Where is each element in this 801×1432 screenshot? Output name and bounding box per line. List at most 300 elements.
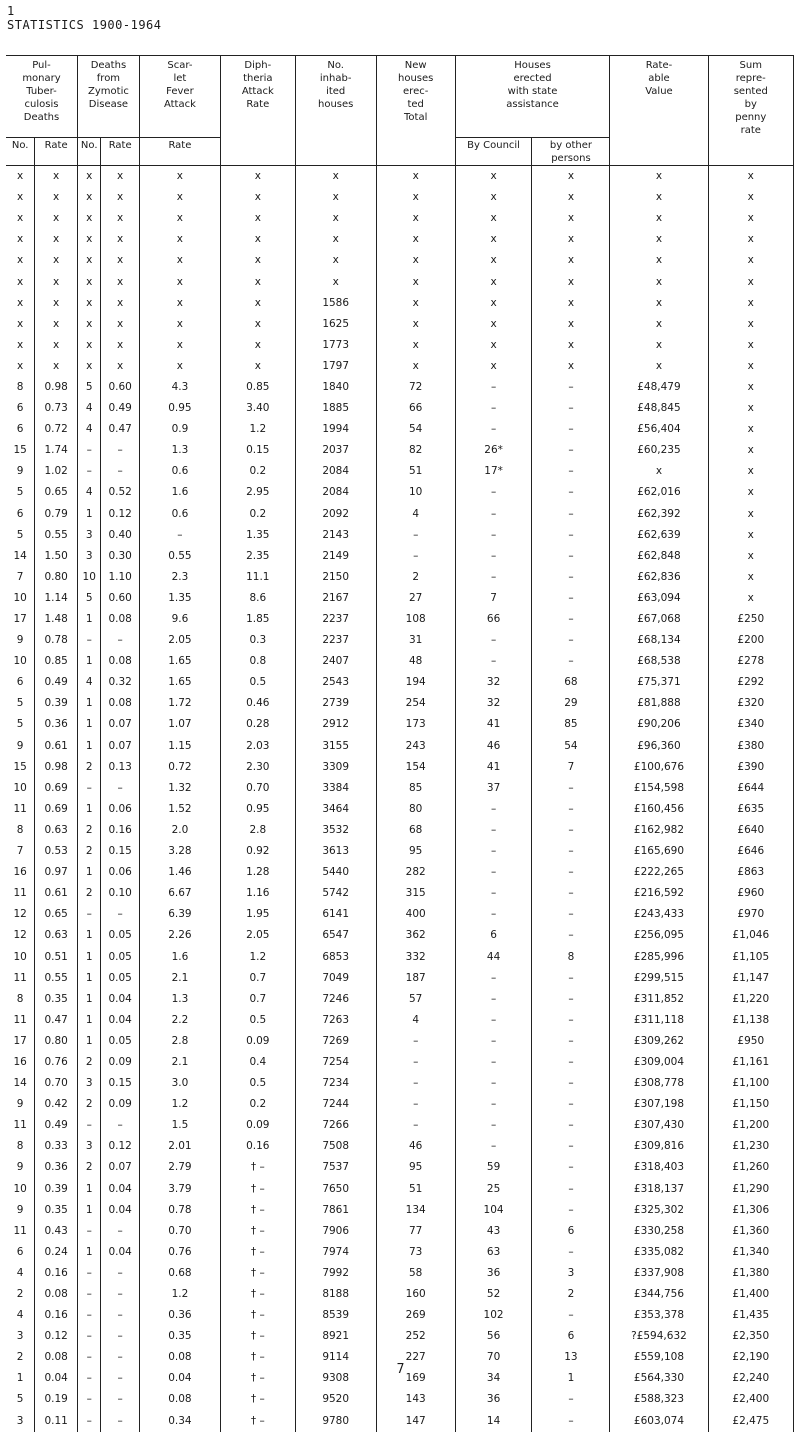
cell-by-council: x (455, 335, 532, 356)
cell-phthisis-rate: x (35, 335, 78, 356)
cell-inhabited-houses: 7234 (295, 1073, 376, 1094)
cell-scarlet-rate: 2.8 (139, 1031, 220, 1052)
cell-zymotic-rate: 0.15 (101, 841, 139, 862)
cell-new-houses: 134 (376, 1200, 455, 1221)
cell-scarlet-rate: 0.08 (139, 1347, 220, 1368)
cell-scarlet-rate: 0.34 (139, 1411, 220, 1432)
cell-by-council: 52 (455, 1284, 532, 1305)
cell-diphtheria-rate: † – (220, 1389, 295, 1410)
cell-scarlet-rate: 1.2 (139, 1094, 220, 1115)
cell-rateable-value: £48,845 (610, 398, 708, 419)
table-row (6, 335, 794, 356)
cell-phthisis-no: x (17, 338, 24, 351)
cell-by-council: 25 (455, 1179, 532, 1200)
cell-penny-rate: £340 (708, 714, 793, 735)
table-row (6, 1115, 794, 1136)
cell-inhabited-houses: 1625 (295, 314, 376, 335)
cell-phthisis-rate: 0.16 (35, 1305, 78, 1326)
cell-zymotic-no: 2 (77, 883, 100, 904)
cell-by-other: – (532, 1200, 610, 1221)
cell-scarlet-rate: 0.55 (139, 546, 220, 567)
cell-rateable-value: £160,456 (610, 799, 708, 820)
cell-diphtheria-rate: 2.35 (220, 546, 295, 567)
cell-zymotic-no: – (77, 1389, 100, 1410)
cell-new-houses: 194 (376, 672, 455, 693)
cell-inhabited-houses: 1840 (295, 377, 376, 398)
cell-scarlet-rate: 2.1 (139, 1052, 220, 1073)
header-by-council: By Council (455, 138, 532, 166)
cell-penny-rate: £635 (708, 799, 793, 820)
cell-inhabited-houses: 5440 (295, 862, 376, 883)
cell-zymotic-no: 2 (77, 757, 100, 778)
cell-new-houses: 46 (376, 1136, 455, 1157)
table-row (6, 377, 794, 398)
cell-rateable-value: £62,836 (610, 567, 708, 588)
cell-phthisis-no: 8 (16, 1140, 24, 1153)
table-row (6, 419, 794, 440)
cell-zymotic-rate: – (101, 1368, 139, 1389)
cell-phthisis-rate: 1.50 (35, 546, 78, 567)
cell-zymotic-rate: 0.06 (101, 862, 139, 883)
cell-penny-rate: x (708, 588, 793, 609)
cell-zymotic-rate: – (101, 1326, 139, 1347)
cell-diphtheria-rate: † – (220, 1284, 295, 1305)
cell-by-council: 41 (455, 757, 532, 778)
cell-penny-rate: £1,105 (708, 946, 793, 967)
cell-scarlet-rate: 6.39 (139, 904, 220, 925)
cell-inhabited-houses: 6141 (295, 904, 376, 925)
cell-by-council: – (455, 546, 532, 567)
cell-zymotic-rate: 0.04 (101, 1200, 139, 1221)
cell-rateable-value: £162,982 (610, 820, 708, 841)
cell-phthisis-rate: 0.43 (35, 1221, 78, 1242)
cell-by-council: x (455, 208, 532, 229)
cell-zymotic-no: x (77, 187, 100, 208)
cell-by-other: – (532, 820, 610, 841)
cell-diphtheria-rate: 2.05 (220, 925, 295, 946)
cell-by-council: – (455, 862, 532, 883)
cell-rateable-value: £307,198 (610, 1094, 708, 1115)
cell-zymotic-rate: x (101, 271, 139, 292)
cell-scarlet-rate: 0.04 (139, 1368, 220, 1389)
cell-penny-rate: £390 (708, 757, 793, 778)
cell-by-other: 29 (532, 693, 610, 714)
cell-zymotic-no: 2 (77, 841, 100, 862)
cell-zymotic-rate: 0.13 (101, 757, 139, 778)
cell-by-other: – (532, 525, 610, 546)
table-body (6, 166, 794, 1432)
cell-zymotic-no: 1 (77, 1010, 100, 1031)
cell-inhabited-houses: 9114 (295, 1347, 376, 1368)
cell-by-council: x (455, 293, 532, 314)
cell-rateable-value: £311,852 (610, 989, 708, 1010)
cell-inhabited-houses: x (295, 166, 376, 188)
cell-new-houses: – (376, 525, 455, 546)
cell-scarlet-rate: x (139, 250, 220, 271)
cell-penny-rate: x (708, 356, 793, 377)
cell-by-council: – (455, 841, 532, 862)
cell-diphtheria-rate: † – (220, 1157, 295, 1178)
cell-phthisis-no: x (17, 254, 24, 267)
table-row (6, 968, 794, 989)
cell-phthisis-rate: 0.55 (35, 525, 78, 546)
header-phthisis-no: No. (6, 138, 35, 166)
cell-zymotic-no: 2 (77, 1157, 100, 1178)
cell-scarlet-rate: 0.35 (139, 1326, 220, 1347)
cell-by-council: – (455, 651, 532, 672)
cell-by-other: – (532, 1115, 610, 1136)
cell-inhabited-houses: 7049 (295, 968, 376, 989)
cell-by-council: – (455, 525, 532, 546)
cell-rateable-value: £68,538 (610, 651, 708, 672)
cell-zymotic-rate: 0.04 (101, 1010, 139, 1031)
cell-phthisis-no: 7 (16, 845, 24, 858)
cell-diphtheria-rate: 0.92 (220, 841, 295, 862)
cell-rateable-value: £243,433 (610, 904, 708, 925)
header-pulmonary-tuberculosis: Pul- monary Tuber- culosis Deaths (6, 56, 77, 138)
cell-new-houses: 10 (376, 482, 455, 503)
cell-phthisis-rate: 0.35 (35, 989, 78, 1010)
cell-by-council: 36 (455, 1263, 532, 1284)
header-rateable-value: Rate- able Value (610, 56, 708, 166)
cell-inhabited-houses: 7992 (295, 1263, 376, 1284)
cell-zymotic-rate: 0.10 (101, 883, 139, 904)
cell-phthisis-rate: 0.85 (35, 651, 78, 672)
cell-phthisis-no: x (17, 170, 24, 183)
cell-diphtheria-rate: 0.7 (220, 989, 295, 1010)
cell-rateable-value: x (610, 166, 708, 188)
cell-rateable-value: £62,639 (610, 525, 708, 546)
cell-zymotic-no: – (77, 1368, 100, 1389)
cell-penny-rate: £250 (708, 609, 793, 630)
cell-phthisis-rate: 1.02 (35, 461, 78, 482)
cell-scarlet-rate: x (139, 229, 220, 250)
table-row (6, 1326, 794, 1347)
cell-inhabited-houses: 8188 (295, 1284, 376, 1305)
header-by-other-persons: by other persons (532, 138, 610, 166)
cell-phthisis-rate: 0.35 (35, 1200, 78, 1221)
cell-phthisis-rate: 0.36 (35, 714, 78, 735)
cell-zymotic-no: 1 (77, 1179, 100, 1200)
cell-rateable-value: £564,330 (610, 1368, 708, 1389)
cell-zymotic-no: x (77, 271, 100, 292)
cell-penny-rate: £646 (708, 841, 793, 862)
cell-by-other: – (532, 377, 610, 398)
cell-by-council: – (455, 482, 532, 503)
cell-diphtheria-rate: 2.95 (220, 482, 295, 503)
cell-inhabited-houses: 1586 (295, 293, 376, 314)
cell-phthisis-no: 15 (13, 444, 27, 457)
cell-by-other: x (532, 335, 610, 356)
cell-by-other: x (532, 166, 610, 188)
cell-new-houses: 173 (376, 714, 455, 735)
table-row (6, 651, 794, 672)
cell-zymotic-rate: 0.07 (101, 1157, 139, 1178)
cell-phthisis-rate: 0.53 (35, 841, 78, 862)
cell-phthisis-no: 11 (13, 971, 27, 984)
cell-phthisis-no: 8 (16, 992, 24, 1005)
cell-by-other: 6 (532, 1221, 610, 1242)
cell-phthisis-rate: 0.19 (35, 1389, 78, 1410)
cell-diphtheria-rate: x (220, 250, 295, 271)
cell-new-houses: 31 (376, 630, 455, 651)
cell-zymotic-rate: 0.60 (101, 588, 139, 609)
cell-by-other: – (532, 989, 610, 1010)
cell-zymotic-no: 3 (77, 1136, 100, 1157)
cell-inhabited-houses: 7861 (295, 1200, 376, 1221)
cell-zymotic-no: – (77, 1115, 100, 1136)
cell-diphtheria-rate: 1.2 (220, 946, 295, 967)
cell-rateable-value: £165,690 (610, 841, 708, 862)
table-row (6, 925, 794, 946)
table-row (6, 1031, 794, 1052)
cell-inhabited-houses: 2543 (295, 672, 376, 693)
cell-penny-rate: £320 (708, 693, 793, 714)
cell-scarlet-rate: 0.70 (139, 1221, 220, 1242)
cell-phthisis-no: 6 (16, 402, 24, 415)
cell-diphtheria-rate: 1.28 (220, 862, 295, 883)
cell-inhabited-houses: 3464 (295, 799, 376, 820)
cell-by-council: 43 (455, 1221, 532, 1242)
cell-by-other: – (532, 398, 610, 419)
cell-zymotic-no: 10 (77, 567, 100, 588)
cell-rateable-value: £330,258 (610, 1221, 708, 1242)
cell-rateable-value: £60,235 (610, 440, 708, 461)
cell-new-houses: 147 (376, 1411, 455, 1432)
cell-scarlet-rate: 1.07 (139, 714, 220, 735)
cell-rateable-value: £344,756 (610, 1284, 708, 1305)
cell-phthisis-rate: 0.08 (35, 1284, 78, 1305)
cell-phthisis-rate: 0.39 (35, 1179, 78, 1200)
table-row (6, 630, 794, 651)
cell-phthisis-no: x (17, 212, 24, 225)
cell-phthisis-no: 10 (13, 655, 27, 668)
cell-diphtheria-rate: 1.95 (220, 904, 295, 925)
cell-zymotic-rate: 1.10 (101, 567, 139, 588)
table-row (6, 1073, 794, 1094)
cell-phthisis-rate: 1.14 (35, 588, 78, 609)
cell-inhabited-houses: x (295, 250, 376, 271)
cell-phthisis-no: 1 (16, 1372, 24, 1385)
cell-new-houses: – (376, 1052, 455, 1073)
page-number: 1 (7, 4, 15, 18)
cell-by-council: 6 (455, 925, 532, 946)
cell-by-council: 14 (455, 1411, 532, 1432)
cell-zymotic-rate: – (101, 904, 139, 925)
cell-inhabited-houses: 8539 (295, 1305, 376, 1326)
header-phthisis-rate: Rate (35, 138, 78, 166)
cell-rateable-value: £100,676 (610, 757, 708, 778)
cell-penny-rate: x (708, 166, 793, 188)
cell-rateable-value: x (610, 250, 708, 271)
cell-by-other: 7 (532, 757, 610, 778)
cell-by-council: x (455, 271, 532, 292)
cell-inhabited-houses: 2237 (295, 609, 376, 630)
cell-new-houses: x (376, 314, 455, 335)
cell-phthisis-rate: 0.79 (35, 504, 78, 525)
cell-phthisis-no: x (17, 233, 24, 246)
cell-phthisis-no: 11 (13, 1119, 27, 1132)
cell-by-other: – (532, 1157, 610, 1178)
cell-phthisis-no: 14 (13, 549, 27, 562)
cell-zymotic-rate: 0.09 (101, 1052, 139, 1073)
cell-zymotic-no: 1 (77, 799, 100, 820)
cell-zymotic-no: – (77, 1411, 100, 1432)
cell-zymotic-rate: – (101, 1305, 139, 1326)
cell-by-other: x (532, 356, 610, 377)
cell-rateable-value: £318,137 (610, 1179, 708, 1200)
cell-diphtheria-rate: 0.2 (220, 1094, 295, 1115)
cell-by-other: – (532, 1073, 610, 1094)
cell-diphtheria-rate: x (220, 314, 295, 335)
cell-by-other: – (532, 883, 610, 904)
cell-inhabited-houses: 2084 (295, 461, 376, 482)
cell-phthisis-no: 6 (16, 676, 24, 689)
cell-by-council: – (455, 1136, 532, 1157)
table-row (6, 356, 794, 377)
cell-diphtheria-rate: 0.8 (220, 651, 295, 672)
cell-phthisis-no: 10 (13, 950, 27, 963)
cell-scarlet-rate: 0.68 (139, 1263, 220, 1284)
cell-diphtheria-rate: † – (220, 1347, 295, 1368)
table-row (6, 461, 794, 482)
cell-phthisis-no: 2 (16, 1288, 24, 1301)
cell-by-other: – (532, 968, 610, 989)
cell-penny-rate: £1,306 (708, 1200, 793, 1221)
cell-diphtheria-rate: 0.7 (220, 968, 295, 989)
cell-phthisis-no: x (17, 317, 24, 330)
cell-penny-rate: £1,400 (708, 1284, 793, 1305)
cell-rateable-value: £48,479 (610, 377, 708, 398)
cell-zymotic-rate: – (101, 778, 139, 799)
cell-inhabited-houses: 2739 (295, 693, 376, 714)
cell-scarlet-rate: 2.79 (139, 1157, 220, 1178)
cell-by-council: – (455, 1052, 532, 1073)
cell-by-other: 54 (532, 736, 610, 757)
cell-phthisis-rate: x (35, 356, 78, 377)
table-row (6, 166, 794, 188)
cell-by-other: x (532, 271, 610, 292)
cell-zymotic-no: – (77, 630, 100, 651)
header-diphtheria: Diph- theria Attack Rate (220, 56, 295, 166)
cell-penny-rate: x (708, 461, 793, 482)
cell-rateable-value: £318,403 (610, 1157, 708, 1178)
cell-zymotic-no: – (77, 1347, 100, 1368)
cell-zymotic-rate: x (101, 187, 139, 208)
cell-phthisis-rate: x (35, 293, 78, 314)
cell-by-council: – (455, 1010, 532, 1031)
cell-by-council: x (455, 229, 532, 250)
cell-rateable-value: x (610, 461, 708, 482)
cell-zymotic-rate: 0.09 (101, 1094, 139, 1115)
cell-diphtheria-rate: 0.85 (220, 377, 295, 398)
cell-diphtheria-rate: 2.30 (220, 757, 295, 778)
cell-phthisis-no: 6 (16, 507, 24, 520)
cell-phthisis-rate: 0.63 (35, 820, 78, 841)
cell-rateable-value: £325,302 (610, 1200, 708, 1221)
cell-inhabited-houses: x (295, 229, 376, 250)
cell-diphtheria-rate: † – (220, 1179, 295, 1200)
cell-inhabited-houses: 1797 (295, 356, 376, 377)
cell-zymotic-rate: 0.12 (101, 1136, 139, 1157)
cell-diphtheria-rate: x (220, 293, 295, 314)
cell-by-council: 59 (455, 1157, 532, 1178)
cell-inhabited-houses: 7246 (295, 989, 376, 1010)
cell-penny-rate: £2,240 (708, 1368, 793, 1389)
cell-penny-rate: x (708, 293, 793, 314)
cell-zymotic-rate: 0.05 (101, 946, 139, 967)
cell-by-council: 17* (455, 461, 532, 482)
table-row (6, 904, 794, 925)
cell-new-houses: 243 (376, 736, 455, 757)
cell-penny-rate: £1,260 (708, 1157, 793, 1178)
cell-zymotic-no: 1 (77, 1031, 100, 1052)
cell-penny-rate: x (708, 208, 793, 229)
cell-by-council: x (455, 356, 532, 377)
cell-phthisis-no: 10 (13, 591, 27, 604)
cell-rateable-value: £299,515 (610, 968, 708, 989)
cell-scarlet-rate: 0.76 (139, 1242, 220, 1263)
cell-inhabited-houses: 2149 (295, 546, 376, 567)
cell-phthisis-rate: 0.12 (35, 1326, 78, 1347)
cell-penny-rate: £960 (708, 883, 793, 904)
cell-phthisis-rate: 0.69 (35, 799, 78, 820)
cell-new-houses: 68 (376, 820, 455, 841)
cell-rateable-value: £63,094 (610, 588, 708, 609)
cell-new-houses: 332 (376, 946, 455, 967)
cell-diphtheria-rate: † – (220, 1221, 295, 1242)
cell-new-houses: 400 (376, 904, 455, 925)
cell-rateable-value: £68,134 (610, 630, 708, 651)
cell-phthisis-no: 6 (16, 423, 24, 436)
cell-by-other: – (532, 1242, 610, 1263)
cell-inhabited-houses: 2407 (295, 651, 376, 672)
cell-penny-rate: £1,360 (708, 1221, 793, 1242)
cell-by-council: 102 (455, 1305, 532, 1326)
table-row (6, 1305, 794, 1326)
cell-penny-rate: x (708, 187, 793, 208)
cell-diphtheria-rate: 0.28 (220, 714, 295, 735)
cell-diphtheria-rate: 2.03 (220, 736, 295, 757)
cell-by-other: – (532, 1052, 610, 1073)
cell-inhabited-houses: 9780 (295, 1411, 376, 1432)
cell-diphtheria-rate: 0.3 (220, 630, 295, 651)
cell-phthisis-rate: 0.80 (35, 567, 78, 588)
cell-scarlet-rate: 2.0 (139, 820, 220, 841)
cell-inhabited-houses: 9520 (295, 1389, 376, 1410)
cell-penny-rate: x (708, 504, 793, 525)
cell-phthisis-no: 5 (16, 718, 24, 731)
cell-diphtheria-rate: 0.70 (220, 778, 295, 799)
cell-scarlet-rate: 2.2 (139, 1010, 220, 1031)
cell-zymotic-no: – (77, 1326, 100, 1347)
cell-by-council: 63 (455, 1242, 532, 1263)
cell-new-houses: 95 (376, 1157, 455, 1178)
cell-penny-rate: x (708, 398, 793, 419)
cell-zymotic-no: x (77, 314, 100, 335)
cell-scarlet-rate: 0.95 (139, 398, 220, 419)
cell-by-council: – (455, 820, 532, 841)
cell-phthisis-rate: 0.98 (35, 757, 78, 778)
cell-by-council: x (455, 250, 532, 271)
cell-rateable-value: £81,888 (610, 693, 708, 714)
cell-inhabited-houses: 9308 (295, 1368, 376, 1389)
cell-zymotic-rate: – (101, 1284, 139, 1305)
cell-rateable-value: £603,074 (610, 1411, 708, 1432)
cell-rateable-value: £353,378 (610, 1305, 708, 1326)
cell-zymotic-rate: 0.47 (101, 419, 139, 440)
page-folio: 7 (396, 1362, 405, 1377)
